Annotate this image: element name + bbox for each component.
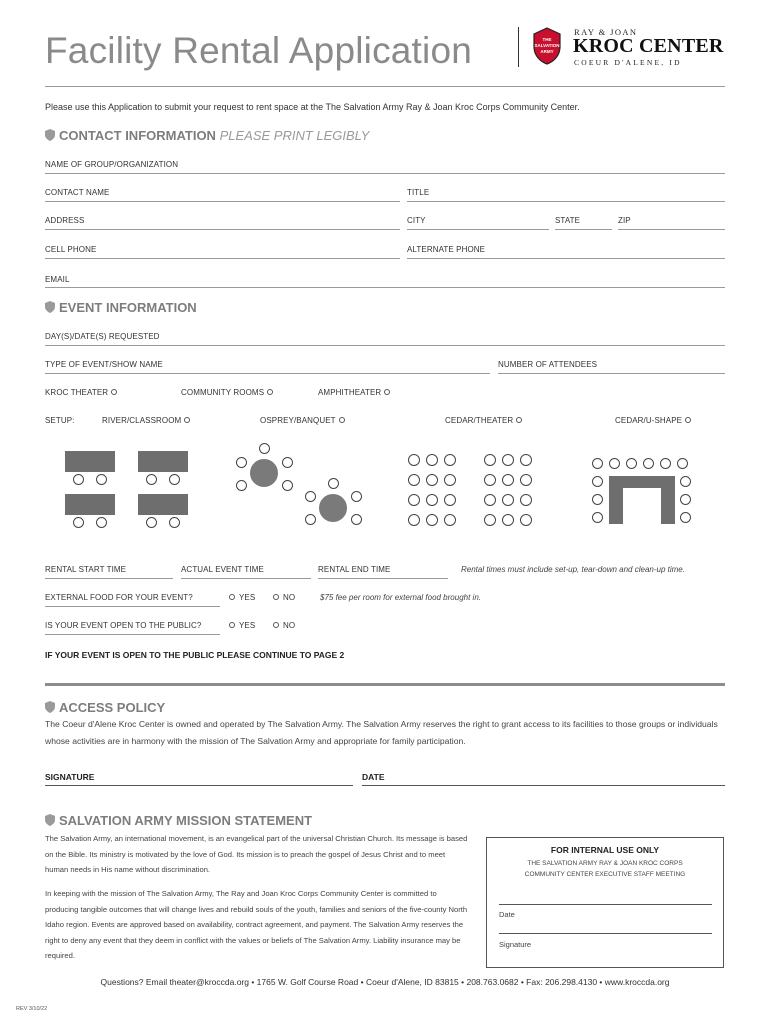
contact-heading-text: CONTACT INFORMATION bbox=[59, 128, 216, 143]
chair bbox=[169, 517, 180, 528]
setup-option-label: CEDAR/THEATER bbox=[445, 416, 514, 425]
internal-use-sub2: COMMUNITY CENTER EXECUTIVE STAFF MEETING bbox=[524, 871, 686, 878]
signature-label: SIGNATURE bbox=[45, 772, 95, 782]
chair bbox=[444, 514, 456, 526]
chair bbox=[444, 454, 456, 466]
rental-times-note: Rental times must include set-up, tear-down and clean-up time. bbox=[461, 565, 685, 574]
venue-label: COMMUNITY ROOMS bbox=[181, 388, 265, 397]
shield-icon bbox=[45, 814, 55, 826]
section-divider bbox=[45, 683, 725, 686]
chair bbox=[282, 480, 293, 491]
classroom-table bbox=[138, 451, 188, 472]
external-food-line bbox=[45, 606, 220, 607]
venue-community-rooms[interactable] bbox=[181, 388, 273, 397]
chair bbox=[305, 491, 316, 502]
attendees-field[interactable] bbox=[498, 373, 725, 374]
internal-use-box bbox=[486, 837, 724, 968]
setup-label: SETUP: bbox=[45, 416, 75, 425]
svg-text:THE: THE bbox=[542, 37, 552, 42]
food-no-option[interactable] bbox=[273, 593, 295, 602]
chair bbox=[677, 458, 688, 469]
address-label: ADDRESS bbox=[45, 216, 85, 225]
chair bbox=[408, 454, 420, 466]
page-title: Facility Rental Application bbox=[45, 30, 472, 71]
radio-button[interactable] bbox=[267, 389, 273, 395]
chair bbox=[328, 478, 339, 489]
actual-event-field[interactable] bbox=[181, 578, 311, 579]
rental-end-field[interactable] bbox=[318, 578, 448, 579]
public-yes-option[interactable] bbox=[229, 621, 255, 630]
shield-icon bbox=[45, 701, 55, 713]
access-heading-text: ACCESS POLICY bbox=[59, 700, 166, 715]
cell-phone-field[interactable] bbox=[45, 258, 400, 259]
dates-field[interactable] bbox=[45, 345, 725, 346]
rental-start-label: RENTAL START TIME bbox=[45, 565, 127, 574]
rental-start-field[interactable] bbox=[45, 578, 173, 579]
radio-button[interactable] bbox=[339, 417, 345, 423]
radio-button[interactable] bbox=[184, 417, 190, 423]
zip-field[interactable] bbox=[618, 229, 725, 230]
chair bbox=[484, 514, 496, 526]
svg-text:ARMY: ARMY bbox=[540, 49, 554, 54]
chair bbox=[643, 458, 654, 469]
radio-button[interactable] bbox=[229, 594, 235, 600]
alternate-phone-field[interactable] bbox=[407, 258, 725, 259]
chair bbox=[502, 514, 514, 526]
mission-heading-text: SALVATION ARMY MISSION STATEMENT bbox=[59, 813, 313, 828]
group-field[interactable] bbox=[45, 173, 725, 174]
salvation-army-shield-icon bbox=[532, 27, 562, 65]
footer-contact: Questions? Email theater@kroccda.org • 1765 W. Golf Course Road • Coeur d'Alene, ID 83815 • 208.763.0682 • Fax: 206.298.4130 • www.kroccda.org bbox=[100, 977, 670, 987]
chair bbox=[592, 458, 603, 469]
chair bbox=[408, 474, 420, 486]
email-label: EMAIL bbox=[45, 275, 70, 284]
chair bbox=[592, 476, 603, 487]
public-event-notice: IF YOUR EVENT IS OPEN TO THE PUBLIC PLEASE CONTINUE TO PAGE 2 bbox=[45, 650, 345, 660]
radio-button[interactable] bbox=[229, 622, 235, 628]
alternate-phone-label: ALTERNATE PHONE bbox=[407, 245, 486, 254]
intro-text: Please use this Application to submit your request to rent space at the The Salvation Army Ray & Joan Kroc Corps Community Center. bbox=[45, 102, 580, 112]
theater-diagram bbox=[400, 448, 545, 533]
access-section-heading bbox=[45, 700, 165, 715]
title-field[interactable] bbox=[407, 201, 725, 202]
mission-paragraph-1: The Salvation Army, an international movement, is an evangelical part of the universal Christian Church. Its message is based on the Bible. Its ministry is motivated by the love of God. Its mission is to preach the gospel of Jesus Christ and to meet human needs in His name without discrimination. bbox=[45, 834, 468, 874]
radio-button[interactable] bbox=[685, 417, 691, 423]
chair bbox=[426, 474, 438, 486]
kroc-center-logo bbox=[518, 27, 728, 69]
logo-sub-text: COEUR D'ALENE, ID bbox=[574, 58, 682, 67]
chair bbox=[502, 494, 514, 506]
round-table bbox=[250, 459, 278, 487]
logo-divider bbox=[518, 27, 519, 67]
classroom-diagram bbox=[60, 440, 200, 535]
chair bbox=[426, 514, 438, 526]
city-label: CITY bbox=[407, 216, 426, 225]
contact-name-label: CONTACT NAME bbox=[45, 188, 110, 197]
u-shape-table bbox=[609, 476, 675, 524]
dates-label: DAY(S)/DATE(S) REQUESTED bbox=[45, 332, 160, 341]
shield-icon bbox=[45, 301, 55, 313]
classroom-table bbox=[138, 494, 188, 515]
chair bbox=[351, 491, 362, 502]
classroom-table bbox=[65, 451, 115, 472]
state-label: STATE bbox=[555, 216, 581, 225]
public-event-line bbox=[45, 634, 220, 635]
internal-use-sub1: THE SALVATION ARMY RAY & JOAN KROC CORPS bbox=[527, 860, 683, 867]
chair bbox=[426, 454, 438, 466]
event-section-heading bbox=[45, 300, 197, 315]
internal-use-title: FOR INTERNAL USE ONLY bbox=[550, 845, 660, 855]
event-type-field[interactable] bbox=[45, 373, 490, 374]
internal-signature-label: Signature bbox=[499, 940, 532, 949]
signature-field[interactable] bbox=[45, 785, 353, 786]
chair bbox=[520, 454, 532, 466]
state-field[interactable] bbox=[555, 229, 612, 230]
chair bbox=[520, 494, 532, 506]
chair bbox=[259, 443, 270, 454]
svg-text:SALVATION: SALVATION bbox=[534, 43, 560, 48]
setup-osprey-banquet[interactable] bbox=[260, 416, 345, 425]
chair bbox=[484, 494, 496, 506]
chair bbox=[502, 454, 514, 466]
chair bbox=[592, 494, 603, 505]
chair bbox=[520, 474, 532, 486]
round-table bbox=[319, 494, 347, 522]
internal-date-label: Date bbox=[499, 910, 515, 919]
shield-icon bbox=[45, 129, 55, 141]
chair bbox=[146, 474, 157, 485]
setup-option-label: OSPREY/BANQUET bbox=[260, 416, 336, 425]
setup-cedar-theater[interactable] bbox=[445, 416, 522, 425]
actual-event-label: ACTUAL EVENT TIME bbox=[181, 565, 264, 574]
external-food-question: EXTERNAL FOOD FOR YOUR EVENT? bbox=[45, 593, 193, 602]
rental-end-label: RENTAL END TIME bbox=[318, 565, 391, 574]
email-field[interactable] bbox=[45, 287, 725, 288]
u-shape-diagram bbox=[585, 452, 695, 530]
chair bbox=[73, 474, 84, 485]
setup-cedar-u-shape[interactable] bbox=[615, 416, 691, 425]
setup-option-label: CEDAR/U-SHAPE bbox=[615, 416, 683, 425]
chair bbox=[520, 514, 532, 526]
chair bbox=[592, 512, 603, 523]
cell-phone-label: CELL PHONE bbox=[45, 245, 97, 254]
address-field[interactable] bbox=[45, 229, 400, 230]
no-label: NO bbox=[283, 621, 296, 630]
event-type-label: TYPE OF EVENT/SHOW NAME bbox=[45, 360, 163, 369]
chair bbox=[680, 476, 691, 487]
venue-amphitheater[interactable] bbox=[318, 388, 390, 397]
date-field[interactable] bbox=[362, 785, 725, 786]
contact-subheading: PLEASE PRINT LEGIBLY bbox=[219, 128, 370, 143]
internal-signature-line[interactable] bbox=[499, 933, 712, 934]
food-yes-option[interactable] bbox=[229, 593, 255, 602]
chair bbox=[484, 474, 496, 486]
chair bbox=[484, 454, 496, 466]
chair bbox=[502, 474, 514, 486]
classroom-table bbox=[65, 494, 115, 515]
chair bbox=[73, 517, 84, 528]
yes-label: YES bbox=[239, 593, 256, 602]
external-food-note: $75 fee per room for external food brought in. bbox=[320, 593, 481, 602]
chair bbox=[626, 458, 637, 469]
chair bbox=[680, 494, 691, 505]
chair bbox=[680, 512, 691, 523]
chair bbox=[444, 494, 456, 506]
chair bbox=[408, 514, 420, 526]
radio-button[interactable] bbox=[273, 594, 279, 600]
radio-button[interactable] bbox=[273, 622, 279, 628]
chair bbox=[169, 474, 180, 485]
logo-top-text: RAY & JOAN bbox=[574, 27, 638, 37]
mission-section-heading bbox=[45, 813, 312, 828]
radio-button[interactable] bbox=[516, 417, 522, 423]
chair bbox=[146, 517, 157, 528]
banquet-diagram bbox=[230, 440, 370, 535]
city-field[interactable] bbox=[407, 229, 549, 230]
contact-section-heading bbox=[45, 128, 369, 143]
public-event-question: IS YOUR EVENT OPEN TO THE PUBLIC? bbox=[45, 621, 202, 630]
internal-date-line[interactable] bbox=[499, 904, 712, 905]
contact-name-field[interactable] bbox=[45, 201, 400, 202]
mission-paragraph-2: In keeping with the mission of The Salvation Army, The Ray and Joan Kroc Corps Community Center is committed to producing tangible outcomes that will change lives and rebuild souls of the youth, families and seniors of the five-county North Idaho region. Events are approved based on availability, contract agreement, and payment. The Salvation Army reserves the right to deny any event that they deem in conflict with the values or beliefs of The Salvation Army. Liability insurance may be required. bbox=[45, 889, 468, 960]
header-divider bbox=[45, 86, 725, 87]
title-label: TITLE bbox=[407, 188, 430, 197]
yes-label: YES bbox=[239, 621, 256, 630]
attendees-label: NUMBER OF ATTENDEES bbox=[498, 360, 598, 369]
setup-river-classroom[interactable] bbox=[102, 416, 190, 425]
chair bbox=[660, 458, 671, 469]
chair bbox=[236, 457, 247, 468]
zip-label: ZIP bbox=[618, 216, 631, 225]
chair bbox=[609, 458, 620, 469]
chair bbox=[444, 474, 456, 486]
access-policy-text: The Coeur d'Alene Kroc Center is owned and operated by The Salvation Army. The Salvation Army reserves the right to grant access to its facilities to those groups or individuals whose activities are in harmony with the mission of The Salvation Army and appropriate for family participation. bbox=[45, 719, 718, 746]
public-no-option[interactable] bbox=[273, 621, 295, 630]
chair bbox=[282, 457, 293, 468]
venue-label: KROC THEATER bbox=[45, 388, 109, 397]
chair bbox=[96, 474, 107, 485]
chair bbox=[236, 480, 247, 491]
group-label: NAME OF GROUP/ORGANIZATION bbox=[45, 160, 179, 169]
chair bbox=[426, 494, 438, 506]
radio-button[interactable] bbox=[384, 389, 390, 395]
chair bbox=[96, 517, 107, 528]
revision-label: REV 3/10/22 bbox=[16, 1006, 48, 1012]
chair bbox=[408, 494, 420, 506]
venue-kroc-theater[interactable] bbox=[45, 388, 117, 397]
setup-option-label: RIVER/CLASSROOM bbox=[102, 416, 182, 425]
radio-button[interactable] bbox=[111, 389, 117, 395]
chair bbox=[305, 514, 316, 525]
venue-label: AMPHITHEATER bbox=[318, 388, 382, 397]
no-label: NO bbox=[283, 593, 296, 602]
logo-main-text: KROC CENTER bbox=[573, 35, 724, 57]
chair bbox=[351, 514, 362, 525]
event-heading-text: EVENT INFORMATION bbox=[59, 300, 197, 315]
date-label: DATE bbox=[362, 772, 385, 782]
